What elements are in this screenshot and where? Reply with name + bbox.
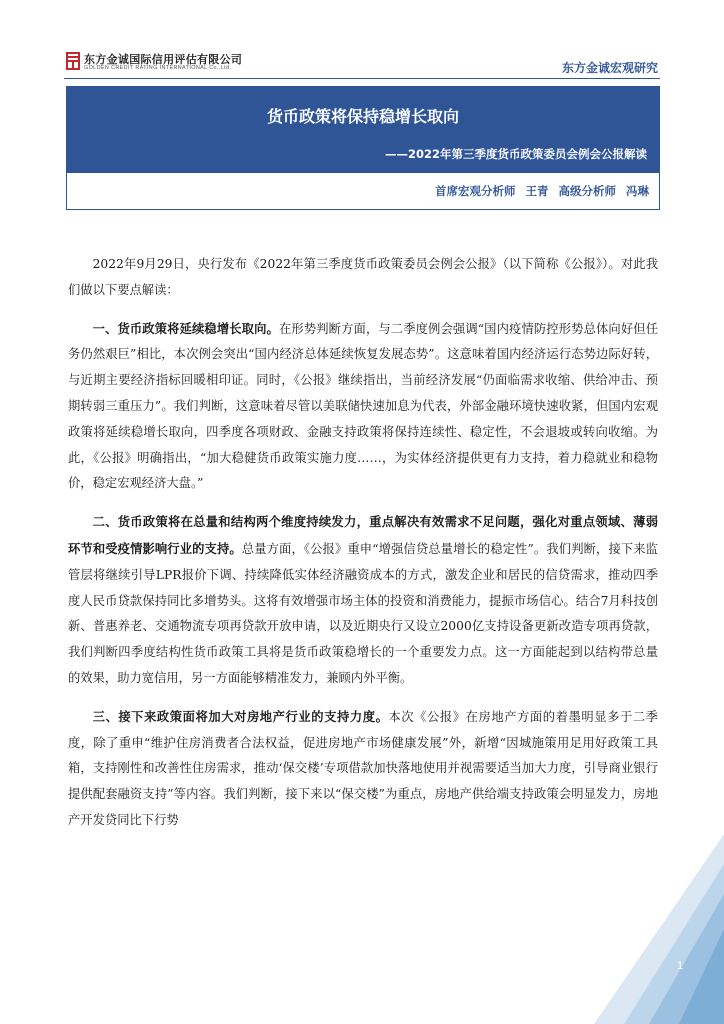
report-body	[68, 252, 658, 846]
intro-paragraph: 2022年9月29日，央行发布《2022年第三季度货币政策委员会例会公报》（以下简称《公报》）。对此我们做以下要点解读：	[68, 257, 658, 297]
author1-role: 首席宏观分析师	[435, 184, 516, 198]
section-3-heading: 三、接下来政策面将加大对房地产行业的支持力度。	[92, 708, 389, 724]
report-subtitle: ——2022年第三季度货币政策委员会例会公报解读	[384, 147, 647, 161]
page-number: 1	[677, 960, 684, 972]
title-box	[66, 86, 660, 210]
section-3-paragraph	[68, 704, 658, 834]
section-1-paragraph	[68, 316, 658, 498]
section-3-text: 本次《公报》在房地产方面的着墨明显多于二季度，除了重申“维护住房消费者合法权益，促进房地产市场健康发展”外，新增“因城施策用足用好政策工具箱，支持刚性和改善性住房需求，推动‘保交楼’专项借款加快落地使用并视需要适当加大力度，引导商业银行提供配套融资支持”等内容。我们判断，接下来以“保交楼”为重点，房地产供给端支持政策会明显发力，房地产开发贷同比下行势	[68, 709, 658, 827]
title-band	[67, 87, 659, 173]
research-brand: 东方金诚宏观研究	[561, 61, 658, 75]
section-2-text: 总量方面，《公报》重申“增强信贷总量增长的稳定性”。我们判断，接下来监管层将继续引导LPR报价下调、持续降低实体经济融资成本的方式，激发企业和居民的信贷需求，推动四季度人民币贷款保持同比多增势头。这将有效增强市场主体的投资和消费能力，提振市场信心。结合7月科技创新、普惠养老、交通物流专项再贷款开放申请，以及近期央行又设立2000亿支持设备更新改造专项再贷款，我们判断四季度结构性货币政策工具将是货币政策稳增长的一个重要发力点。这一方面能起到以结构带总量的效果，助力宽信用，另一方面能够精准发力，兼顾内外平衡。	[68, 541, 658, 685]
report-title: 货币政策将保持稳增长取向	[266, 107, 459, 126]
author2-role: 高级分析师	[558, 184, 616, 198]
company-name-en: GOLDEN CREDIT RATING INTERNATIONAL Co.,Ltd.	[84, 65, 232, 71]
author2-name: 冯琳	[626, 184, 649, 198]
section-2-heading: 二、货币政策将在总量和结构两个维度持续发力，重点解决有效需求不足问题，强化对重点领域、薄弱环节和受疫情影响行业的支持。	[68, 514, 658, 556]
author1-name: 王青	[525, 184, 549, 198]
page-header	[64, 48, 660, 79]
section-2-paragraph	[68, 509, 658, 692]
section-1-text: 在形势判断方面，与二季度例会强调“国内疫情防控形势总体向好但任务仍然艰巨”相比，本次例会突出“国内经济总体延续恢复发展态势”。这意味着国内经济运行态势边际好转，与近期主要经济指标回暖相印证。同时，《公报》继续指出，当前经济发展“仍面临需求收缩、供给冲击、预期转弱三重压力”。我们判断，这意味着尽管以美联储快速加息为代表，外部金融环境快速收紧，但国内宏观政策将延续稳增长取向，四季度各项财政、金融支持政策将保持连续性、稳定性，不会退坡或转向收缩。为此，《公报》明确指出，“加大稳健货币政策实施力度……，为实体经济提供更有力支持，着力稳就业和稳物价，稳定宏观经济大盘。”	[68, 321, 658, 491]
section-1-heading: 一、货币政策将延续稳增长取向。	[92, 320, 279, 336]
author-line	[425, 183, 649, 199]
corner-decoration	[554, 834, 724, 1024]
company-logo-icon	[66, 52, 80, 70]
company-name-cn: 东方金诚国际信用评估有限公司	[84, 53, 243, 66]
